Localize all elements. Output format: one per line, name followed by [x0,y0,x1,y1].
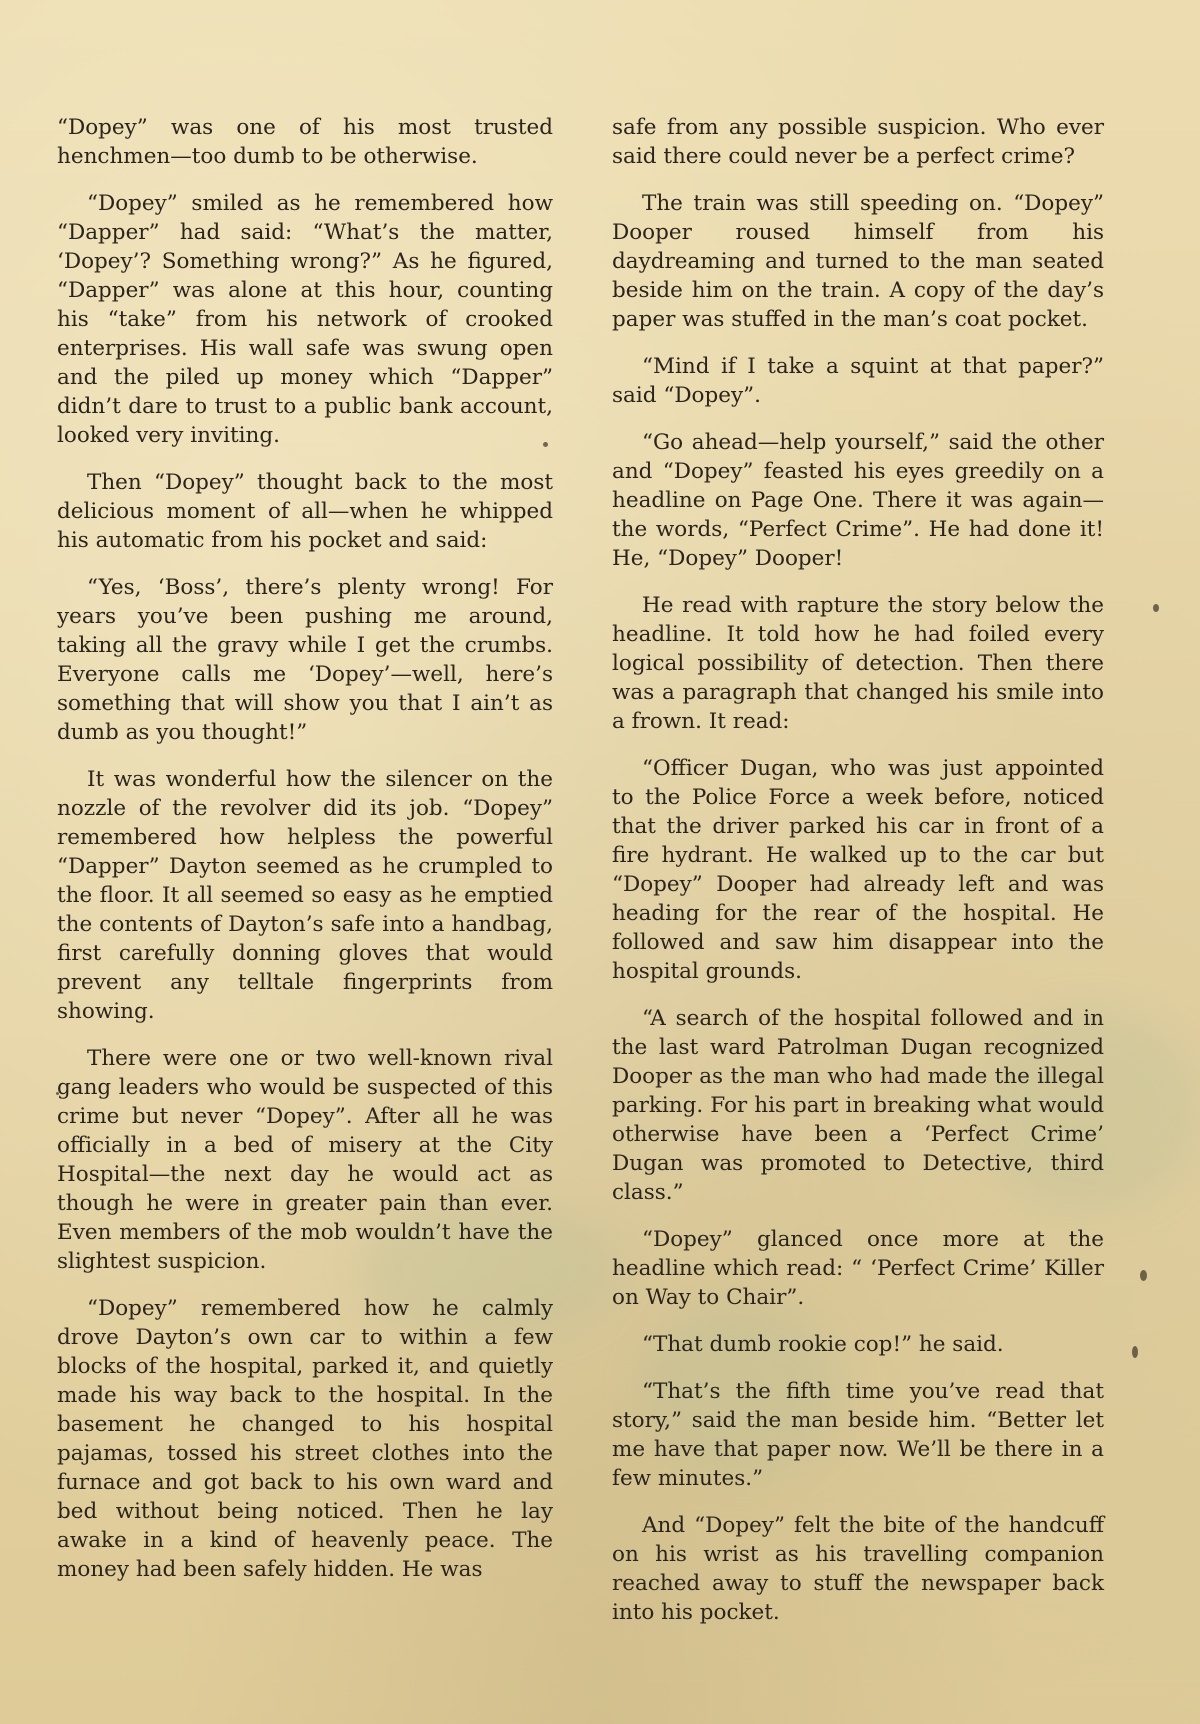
paragraph: He read with rapture the story below the headline. It told how he had foiled every logical possibility of detection. Then there was a paragraph that changed his smile into a frown. It read: [612,593,1104,734]
paragraph: “Dopey” smiled as he remembered how “Dapper” had said: “What’s the matter, ‘Dopey’? Something wrong?” As he figured, “Dapper” was alone at this hour, counting his “take” from his network of crooked enterprises. His wall safe was swung open and the piled up money which “Dapper” didn’t dare to trust to a public bank account, looked very inviting. [57,191,553,448]
paragraph: “A search of the hospital followed and in the last ward Patrolman Dugan recognized Dooper as the man who had made the illegal parking. For his part in breaking what would otherwise have been a ‘Perfect Crime’ Dugan was promoted to Detective, third class.” [612,1006,1104,1205]
ink-speck [1140,1270,1147,1281]
paragraph: “Yes, ‘Boss’, there’s plenty wrong! For years you’ve been pushing me around, taking all the gravy while I get the crumbs. Everyone calls me ‘Dopey’—well, here’s something that will show you that I ain’t as dumb as you thought!” [57,575,553,745]
paragraph: “That dumb rookie cop!” he said. [642,1332,1004,1357]
paragraph: “Dopey” glanced once more at the headline which read: “ ‘Perfect Crime’ Killer on Way to Chair”. [612,1227,1104,1310]
paragraph: It was wonderful how the silencer on the nozzle of the revolver did its job. “Dopey” remembered how helpless the powerful “Dapper” Dayton seemed as he crumpled to the floor. It all seemed so easy as he emptied the contents of Dayton’s safe into a handbag, first carefully donning gloves that would prevent any telltale fingerprints from showing. [57,767,553,1024]
paragraph: And “Dopey” felt the bite of the handcuff on his wrist as his travelling companion reached away to stuff the newspaper back into his pocket. [612,1513,1104,1625]
right-column [612,113,1104,1645]
paragraph: “That’s the fifth time you’ve read that story,” said the man beside him. “Better let me have that paper now. We’ll be there in a few minutes.” [612,1379,1104,1491]
paragraph: safe from any possible suspicion. Who ever said there could never be a perfect crime? [612,115,1104,169]
ink-speck [1132,1346,1138,1358]
paragraph: “Mind if I take a squint at that paper?” said “Dopey”. [612,354,1104,408]
paragraph: “Dopey” remembered how he calmly drove Dayton’s own car to within a few blocks of the hospital, parked it, and quietly made his way back to the hospital. In the basement he changed to his hospital pajamas, tossed his street clothes into the furnace and got back to his own ward and bed without being noticed. Then he lay awake in a kind of heavenly peace. The money had been safely hidden. He was [57,1296,553,1582]
ink-speck [1153,604,1159,612]
left-column [57,113,553,1602]
paragraph: Then “Dopey” thought back to the most delicious moment of all—when he whipped his automatic from his pocket and said: [57,470,553,553]
paragraph: “Dopey” was one of his most trusted henchmen—too dumb to be otherwise. [57,115,553,169]
paragraph: “Go ahead—help yourself,” said the other and “Dopey” feasted his eyes greedily on a headline on Page One. There it was again—the words, “Perfect Crime”. He had done it! He, “Dopey” Dooper! [612,430,1104,571]
paragraph: “Officer Dugan, who was just appointed to the Police Force a week before, noticed that the driver parked his car in front of a fire hydrant. He walked up to the car but “Dopey” Dooper had already left and was heading for the rear of the hospital. He followed and saw him disappear into the hospital grounds. [612,756,1104,984]
paragraph: There were one or two well-known rival gang leaders who would be suspected of this crime but never “Dopey”. After all he was officially in a bed of misery at the City Hospital—the next day he would act as though he were in greater pain than ever. Even members of the mob wouldn’t have the slightest suspicion. [57,1046,553,1274]
paragraph: The train was still speeding on. “Dopey” Dooper roused himself from his daydreaming and turned to the man seated beside him on the train. A copy of the day’s paper was stuffed in the man’s coat pocket. [612,191,1104,332]
